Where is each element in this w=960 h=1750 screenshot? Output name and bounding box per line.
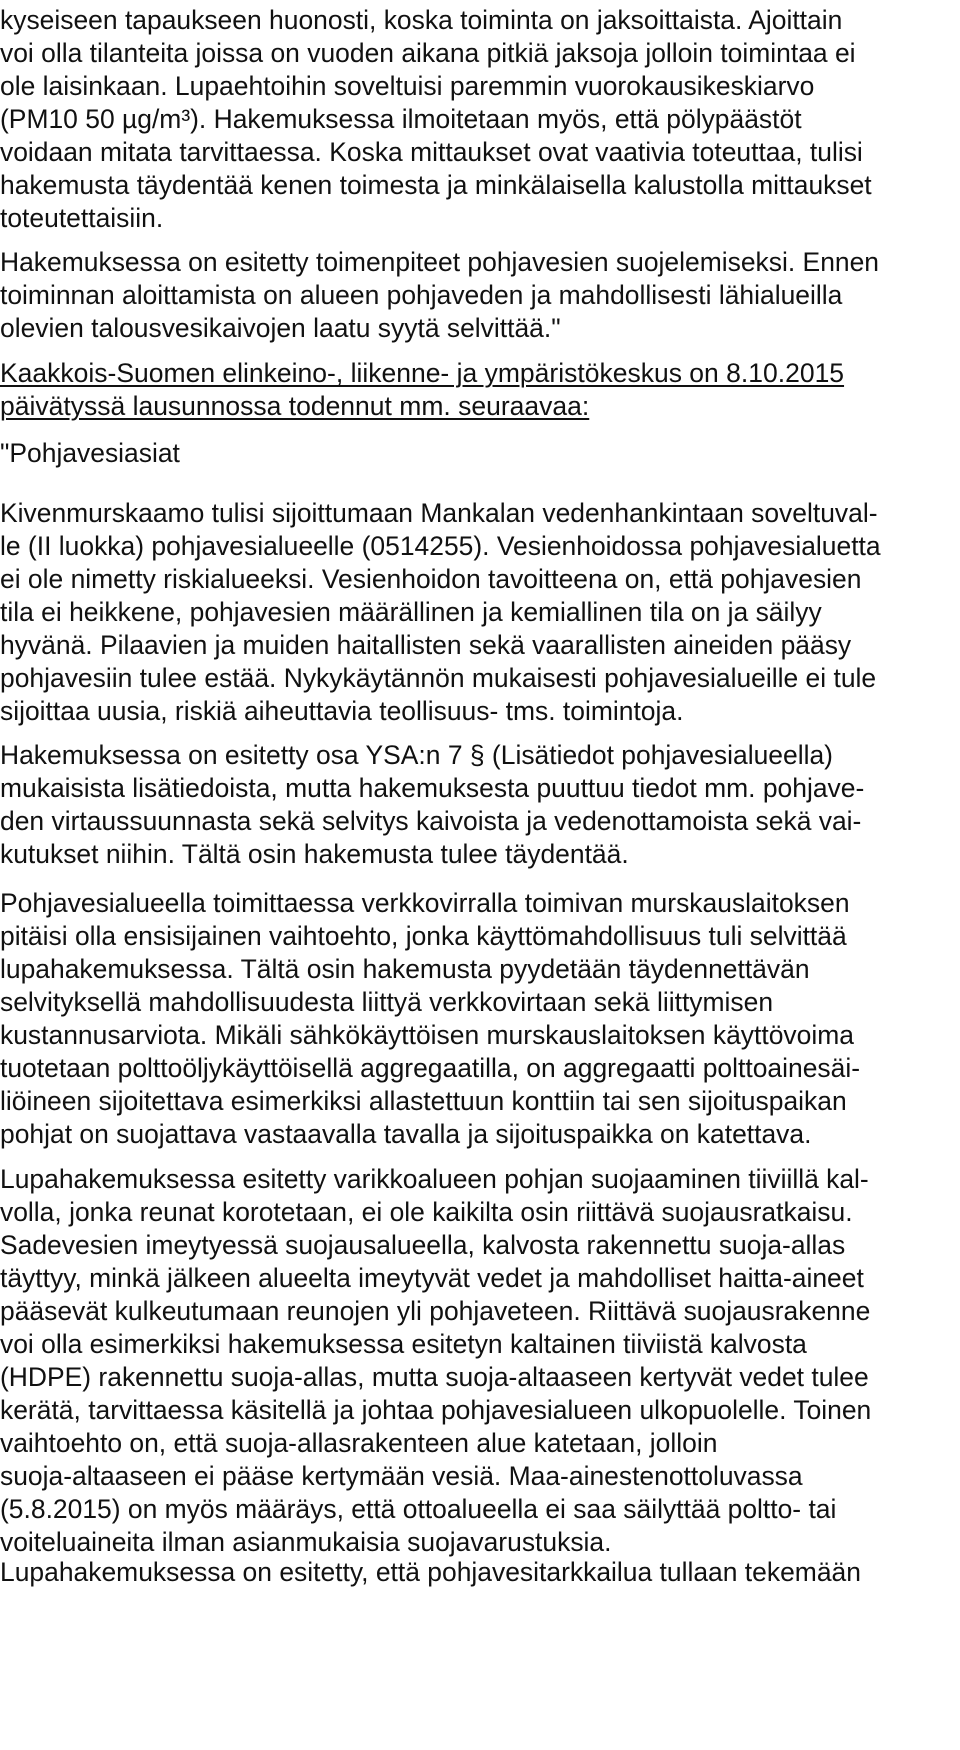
text-line: pohjat on suojattava vastaavalla tavalla ja sijoituspaikka on katettava. [0, 1119, 812, 1149]
text-line: ole laisinkaan. Lupaehtoihin soveltuisi paremmin vuorokausikeskiarvo [0, 71, 815, 101]
text-line: mukaisista lisätiedoista, mutta hakemuksesta puuttuu tiedot mm. pohjave- [0, 773, 865, 803]
text-line: pääsevät kulkeutumaan reunojen yli pohjaveteen. Riittävä suojausrakenne [0, 1296, 871, 1326]
text-line: "Pohjavesiasiat [0, 438, 180, 468]
text-line: päivätyssä lausunnossa todennut mm. seuraavaa: [0, 391, 590, 421]
paragraph-p6 [0, 739, 958, 871]
text-line: volla, jonka reunat korotetaan, ei ole kaikilta osin riittävä suojausratkaisu. [0, 1197, 853, 1227]
text-line: Kivenmurskaamo tulisi sijoittumaan Mankalan vedenhankintaan soveltuval- [0, 498, 878, 528]
text-line: pitäisi olla ensisijainen vaihtoehto, jonka käyttömahdollisuus tuli selvittää [0, 921, 847, 951]
text-line: Lupahakemuksessa on esitetty, että pohjavesitarkkailua tullaan tekemään [0, 1557, 861, 1587]
text-line: olevien talousvesikaivojen laatu syytä selvittää." [0, 313, 561, 343]
paragraph-p8 [0, 1163, 958, 1559]
text-line: Sadevesien imeytyessä suojausalueella, kalvosta rakennettu suoja-allas [0, 1230, 846, 1260]
text-line: sijoittaa uusia, riskiä aiheuttavia teollisuus- tms. toimintoja. [0, 696, 684, 726]
text-line: le (II luokka) pohjavesialueelle (0514255). Vesienhoidossa pohjavesialuetta [0, 531, 881, 561]
text-line: tuotetaan polttoöljykäyttöisellä aggregaatilla, on aggregaatti polttoainesäi- [0, 1053, 861, 1083]
text-line: suoja-altaaseen ei pääse kertymään vesiä. Maa-ainestenottoluvassa [0, 1461, 803, 1491]
text-line: den virtaussuunnasta sekä selvitys kaivoista ja vedenottamoista sekä vai- [0, 806, 862, 836]
text-line: Lupahakemuksessa esitetty varikkoalueen pohjan suojaaminen tiiviillä kal- [0, 1164, 869, 1194]
text-line: lupahakemuksessa. Tältä osin hakemusta pyydetään täydennettävän [0, 954, 810, 984]
text-line: toiminnan aloittamista on alueen pohjaveden ja mahdollisesti lähialueilla [0, 280, 843, 310]
paragraph-p1 [0, 4, 958, 235]
text-line: Hakemuksessa on esitetty toimenpiteet pohjavesien suojelemiseksi. Ennen [0, 247, 880, 277]
paragraph-p5 [0, 497, 958, 728]
text-line: (PM10 50 µg/m³). Hakemuksessa ilmoitetaan myös, että pölypäästöt [0, 104, 802, 134]
text-line: kyseiseen tapaukseen huonosti, koska toiminta on jaksoittaista. Ajoittain [0, 5, 843, 35]
text-line: voi olla tilanteita joissa on vuoden aikana pitkiä jaksoja jolloin toimintaa ei [0, 38, 856, 68]
text-line: (HDPE) rakennettu suoja-allas, mutta suoja-altaaseen kertyvät vedet tulee [0, 1362, 869, 1392]
text-line: pohjavesiin tulee estää. Nykykäytännön mukaisesti pohjavesialueille ei tule [0, 663, 877, 693]
text-line: Pohjavesialueella toimittaessa verkkovirralla toimivan murskauslaitoksen [0, 888, 850, 918]
text-line: hakemusta täydentää kenen toimesta ja minkälaisella kalustolla mittaukset [0, 170, 872, 200]
text-line: toteutettaisiin. [0, 203, 164, 233]
paragraph-p4 [0, 437, 958, 470]
text-line: Kaakkois-Suomen elinkeino-, liikenne- ja ympäristökeskus on 8.10.2015 [0, 358, 845, 388]
text-line: (5.8.2015) on myös määräys, että ottoalueella ei saa säilyttää poltto- tai [0, 1494, 837, 1524]
paragraph-p9 [0, 1556, 958, 1589]
text-line: selvityksellä mahdollisuudesta liittyä verkkovirtaan sekä liittymisen [0, 987, 774, 1017]
text-line: hyvänä. Pilaavien ja muiden haitallisten sekä vaarallisten aineiden pääsy [0, 630, 852, 660]
paragraph-p2 [0, 246, 958, 345]
text-line: voiteluaineita ilman asianmukaisia suojavarustuksia. [0, 1527, 612, 1557]
paragraph-p3 [0, 357, 958, 423]
text-line: tila ei heikkene, pohjavesien määrällinen ja kemiallinen tila on ja säilyy [0, 597, 822, 627]
text-line: ei ole nimetty riskialueeksi. Vesienhoidon tavoitteena on, että pohjavesien [0, 564, 862, 594]
paragraph-p7 [0, 887, 958, 1151]
text-line: Hakemuksessa on esitetty osa YSA:n 7 § (Lisätiedot pohjavesialueella) [0, 740, 833, 770]
text-line: voidaan mitata tarvittaessa. Koska mittaukset ovat vaativia toteuttaa, tulisi [0, 137, 863, 167]
text-line: voi olla esimerkiksi hakemuksessa esitetyn kaltainen tiiviistä kalvosta [0, 1329, 807, 1359]
text-line: kerätä, tarvittaessa käsitellä ja johtaa pohjavesialueen ulkopuolelle. Toinen [0, 1395, 872, 1425]
text-line: täyttyy, minkä jälkeen alueelta imeytyvät vedet ja mahdolliset haitta-aineet [0, 1263, 864, 1293]
text-line: kutukset niihin. Tältä osin hakemusta tulee täydentää. [0, 839, 629, 869]
text-line: vaihtoehto on, että suoja-allasrakenteen alue katetaan, jolloin [0, 1428, 718, 1458]
text-line: liöineen sijoitettava esimerkiksi allastettuun konttiin tai sen sijoituspaikan [0, 1086, 847, 1116]
text-line: kustannusarviota. Mikäli sähkökäyttöisen murskauslaitoksen käyttövoima [0, 1020, 854, 1050]
